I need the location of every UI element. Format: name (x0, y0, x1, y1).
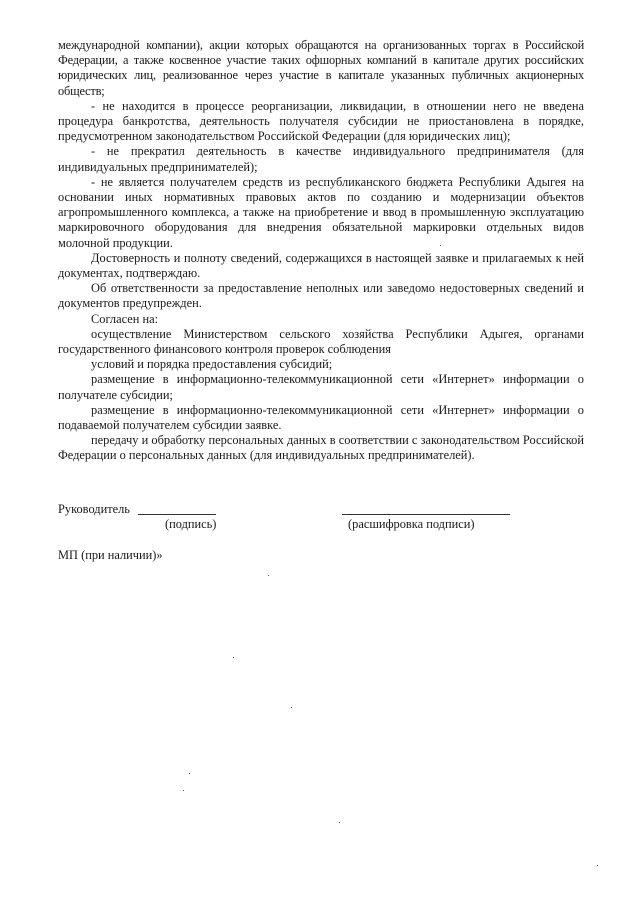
decoding-caption: (расшифровка подписи) (348, 517, 475, 531)
paragraph: передачу и обработку персональных данных в соответствии с законодательством Российской Федерации о персональных данных (для индивидуальных предпринимателей). (58, 433, 584, 463)
stamp-label: МП (при наличии)» (58, 548, 163, 562)
scan-speck (440, 245, 441, 246)
document-body (58, 38, 584, 464)
paragraph: - не является получателем средств из республиканского бюджета Республики Адыгея на основании иных нормативных правовых актов по созданию и модернизации объектов агропромышленного комплекса, а также на приобретение и ввод в промышленную эксплуатацию маркировочного оборудования для внедрения обязательной маркировки отдельных видов молочной продукции. (58, 174, 584, 250)
paragraph: размещение в информационно-телекоммуникационной сети «Интернет» информации о получателе субсидии; (58, 372, 584, 402)
paragraph: международной компании), акции которых обращаются на организованных торгах в Российской Федерации, а также косвенное участие таких офшорных компаний в капитале других российских юридических лиц, реализованное через участие в капитале указанных публичных акционерных обществ; (58, 38, 584, 98)
decoding-line (342, 500, 510, 515)
paragraph: условий и порядка предоставления субсидий; (91, 357, 333, 372)
scan-speck (291, 707, 292, 708)
scan-speck (597, 865, 598, 866)
scan-speck (183, 790, 184, 791)
paragraph: Согласен на: (91, 311, 159, 326)
paragraph: размещение в информационно-телекоммуникационной сети «Интернет» информации о подаваемой получателем субсидии заявке. (58, 402, 584, 433)
paragraph: - не прекратил деятельность в качестве индивидуального предпринимателя (для индивидуальных предпринимателей); (58, 144, 584, 174)
scan-speck (268, 575, 269, 576)
paragraph: - не находится в процессе реорганизации, ликвидации, в отношении него не введена процедура банкротства, деятельность получателя субсидии не приостановлена в порядке, предусмотренном законодательством Российской Федерации (для юридических лиц); (58, 98, 584, 144)
scan-speck (339, 822, 340, 823)
head-label: Руководитель (58, 502, 130, 516)
paragraph: Об ответственности за предоставление неполных или заведомо недостоверных сведений и документов предупрежден. (58, 281, 584, 311)
scan-speck (189, 773, 190, 774)
paragraph: Достоверность и полноту сведений, содержащихся в настоящей заявке и прилагаемых к ней документах, подтверждаю. (58, 250, 584, 281)
scan-speck (233, 657, 234, 658)
signature-line (138, 500, 216, 515)
paragraph: осуществление Министерством сельского хозяйства Республики Адыгея, органами государственного финансового контроля проверок соблюдения (58, 326, 584, 357)
signature-caption: (подпись) (165, 517, 217, 531)
